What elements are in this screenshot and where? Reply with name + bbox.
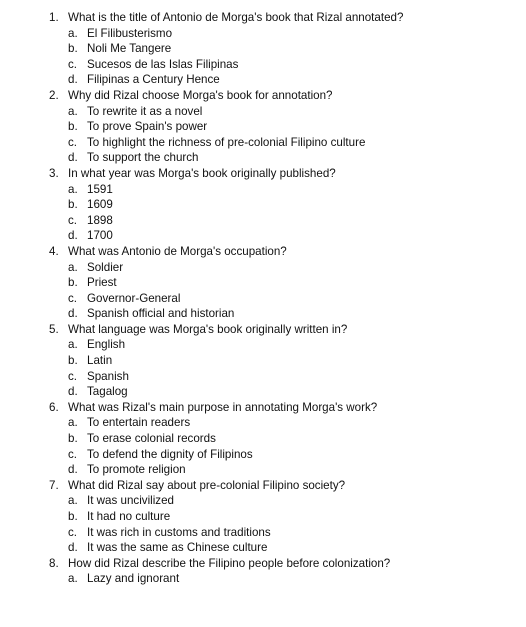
- question-2: [0, 88, 526, 104]
- answer-option: [0, 275, 526, 291]
- option-letter: a.: [68, 494, 78, 508]
- option-text: Spanish: [87, 369, 129, 383]
- option-letter: d.: [68, 385, 78, 399]
- option-letter: b.: [68, 42, 78, 56]
- answer-option: [0, 384, 526, 400]
- option-text: To entertain readers: [87, 416, 191, 430]
- option-letter: a.: [68, 26, 78, 40]
- option-text: To defend the dignity of Filipinos: [87, 447, 253, 461]
- option-letter: a.: [68, 572, 78, 586]
- question-number: 4.: [49, 244, 59, 258]
- answer-option: [0, 571, 526, 587]
- option-text: To support the church: [87, 151, 199, 165]
- question-7: [0, 478, 526, 494]
- answer-option: [0, 462, 526, 478]
- answer-option: [0, 57, 526, 73]
- option-letter: b.: [68, 510, 78, 523]
- option-letter: c.: [68, 447, 78, 461]
- option-text: Priest: [87, 276, 117, 290]
- question-number: 2.: [49, 88, 59, 102]
- option-text: Governor-General: [87, 291, 181, 305]
- option-letter: a.: [68, 260, 78, 274]
- question-3: [0, 166, 526, 182]
- answer-option: [0, 260, 526, 276]
- option-text: El Filibusterismo: [87, 26, 173, 40]
- question-text: What did Rizal say about pre-colonial Filipino society?: [68, 478, 346, 492]
- answer-option: [0, 369, 526, 385]
- option-letter: a.: [68, 182, 78, 196]
- option-letter: a.: [68, 104, 78, 118]
- question-number: 3.: [49, 166, 59, 180]
- option-letter: a.: [68, 338, 78, 352]
- option-letter: c.: [68, 213, 78, 227]
- answer-option: [0, 119, 526, 135]
- option-text: Tagalog: [87, 385, 128, 399]
- option-text: Spanish official and historian: [87, 307, 235, 321]
- question-text: In what year was Morga's book originally published?: [68, 166, 336, 180]
- answer-option: [0, 135, 526, 151]
- option-text: To rewrite it as a novel: [87, 104, 203, 118]
- question-text: Why did Rizal choose Morga's book for annotation?: [68, 88, 333, 102]
- option-text: Sucesos de las Islas Filipinas: [87, 57, 239, 71]
- question-number: 1.: [49, 11, 59, 24]
- option-text: Latin: [87, 354, 113, 368]
- option-letter: b.: [68, 354, 78, 368]
- option-letter: d.: [68, 151, 78, 165]
- option-text: 1591: [87, 182, 113, 196]
- answer-option: [0, 197, 526, 213]
- answer-option: [0, 415, 526, 431]
- question-text: What was Rizal's main purpose in annotating Morga's work?: [68, 400, 378, 414]
- question-text: What is the title of Antonio de Morga's book that Rizal annotated?: [68, 11, 404, 24]
- answer-option: [0, 337, 526, 353]
- option-letter: c.: [68, 369, 78, 383]
- question-6: [0, 400, 526, 416]
- option-letter: c.: [68, 57, 78, 71]
- option-text: To promote religion: [87, 463, 186, 477]
- option-letter: d.: [68, 73, 78, 87]
- answer-option: [0, 447, 526, 463]
- document-page: [0, 10, 526, 587]
- answer-option: [0, 509, 526, 525]
- question-text: How did Rizal describe the Filipino people before colonization?: [68, 556, 391, 570]
- question-number: 7.: [49, 478, 59, 492]
- answer-option: [0, 213, 526, 229]
- answer-option: [0, 540, 526, 556]
- answer-option: [0, 431, 526, 447]
- answer-option: [0, 306, 526, 322]
- answer-option: [0, 104, 526, 120]
- option-text: It had no culture: [87, 510, 171, 523]
- option-text: Filipinas a Century Hence: [87, 73, 220, 87]
- answer-option: [0, 72, 526, 88]
- option-letter: c.: [68, 291, 78, 305]
- answer-option: [0, 525, 526, 541]
- answer-option: [0, 26, 526, 42]
- option-letter: d.: [68, 541, 78, 555]
- answer-option: [0, 493, 526, 509]
- option-text: It was uncivilized: [87, 494, 174, 508]
- option-letter: b.: [68, 198, 78, 212]
- option-text: It was rich in customs and traditions: [87, 525, 271, 539]
- question-text: What was Antonio de Morga's occupation?: [68, 244, 287, 258]
- option-letter: c.: [68, 525, 78, 539]
- option-letter: a.: [68, 416, 78, 430]
- option-letter: d.: [68, 307, 78, 321]
- option-text: 1609: [87, 198, 113, 212]
- question-text: What language was Morga's book originally written in?: [68, 322, 348, 336]
- option-letter: b.: [68, 276, 78, 290]
- question-number: 8.: [49, 556, 59, 570]
- option-text: 1898: [87, 213, 113, 227]
- answer-option: [0, 182, 526, 198]
- option-text: Noli Me Tangere: [87, 42, 172, 56]
- answer-option: [0, 41, 526, 57]
- option-letter: b.: [68, 120, 78, 134]
- option-letter: d.: [68, 229, 78, 243]
- question-number: 6.: [49, 400, 59, 414]
- option-text: To erase colonial records: [87, 432, 216, 446]
- option-letter: c.: [68, 135, 78, 149]
- question-4: [0, 244, 526, 260]
- question-1: [0, 10, 526, 26]
- answer-option: [0, 150, 526, 166]
- option-text: To prove Spain's power: [87, 120, 208, 134]
- question-5: [0, 322, 526, 338]
- question-number: 5.: [49, 322, 59, 336]
- answer-option: [0, 291, 526, 307]
- option-text: 1700: [87, 229, 113, 243]
- option-text: To highlight the richness of pre-colonial Filipino culture: [87, 135, 366, 149]
- option-text: Lazy and ignorant: [87, 572, 180, 586]
- option-letter: b.: [68, 432, 78, 446]
- option-text: English: [87, 338, 126, 352]
- option-text: Soldier: [87, 260, 124, 274]
- option-letter: d.: [68, 463, 78, 477]
- answer-option: [0, 228, 526, 244]
- answer-option: [0, 353, 526, 369]
- question-8: [0, 556, 526, 572]
- option-text: It was the same as Chinese culture: [87, 541, 268, 555]
